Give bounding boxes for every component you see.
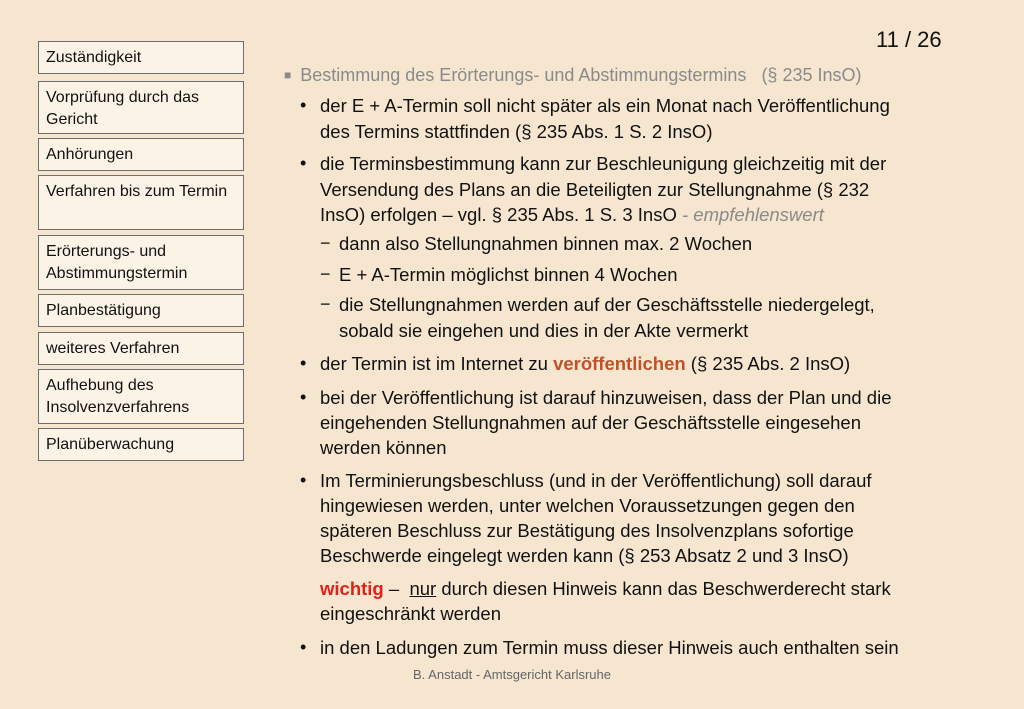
highlight-veroeffentlichen: veröffentlichen — [553, 353, 686, 374]
square-bullet-icon: ■ — [284, 68, 292, 82]
nav-item-zustaendigkeit[interactable]: Zuständigkeit — [38, 41, 244, 74]
dash-icon: − — [320, 233, 331, 253]
slide-heading — [284, 65, 1004, 86]
text-line: späteren Beschluss zur Bestätigung des Insolvenzplans sofortige — [320, 520, 854, 541]
text-segment: der Termin ist im Internet zu — [320, 353, 554, 374]
text-line: werden können — [320, 437, 447, 458]
page-number: 11 / 26 — [876, 27, 942, 52]
text-line: eingeschränkt werden — [320, 603, 501, 624]
bullet-icon: • — [300, 153, 307, 173]
nav-item-weiteres-verfahren[interactable]: weiteres Verfahren — [38, 332, 244, 365]
bullet-icon: • — [300, 387, 307, 407]
text-segment: InsO) erfolgen – vgl. § 235 Abs. 1 S. 3 InsO — [320, 204, 677, 225]
text-segment: – — [383, 578, 410, 599]
text-line: Beschwerde eingelegt werden kann (§ 253 Absatz 2 und 3 InsO) — [320, 545, 849, 566]
nav-item-planueberwachung[interactable]: Planüberwachung — [38, 428, 244, 461]
text-line: bei der Veröffentlichung ist darauf hinzuweisen, dass der Plan und die — [320, 387, 892, 408]
note-empfehlenswert: - empfehlenswert — [676, 204, 824, 225]
text-segment: durch diesen Hinweis kann das Beschwerderecht stark — [436, 578, 891, 599]
dash-icon: − — [320, 264, 331, 284]
text-line: dann also Stellungnahmen binnen max. 2 Wochen — [339, 233, 753, 254]
heading-text: Bestimmung des Erörterungs- und Abstimmungstermins (§ 235 InsO) — [300, 65, 862, 85]
text-line — [320, 353, 850, 375]
nav-item-anhoerungen[interactable]: Anhörungen — [38, 138, 244, 171]
text-line — [320, 578, 891, 600]
dash-icon: − — [320, 294, 331, 314]
text-line: in den Ladungen zum Termin muss dieser Hinweis auch enthalten sein — [320, 637, 899, 658]
nav-item-planbestaetigung[interactable]: Planbestätigung — [38, 294, 244, 327]
text-line: des Termins stattfinden (§ 235 Abs. 1 S. 2 InsO) — [320, 121, 713, 142]
nav-item-aufhebung[interactable]: Aufhebung des Insolvenzverfahrens — [38, 369, 244, 424]
text-line: E + A-Termin möglichst binnen 4 Wochen — [339, 264, 678, 285]
highlight-wichtig: wichtig — [320, 578, 384, 599]
bullet-icon: • — [300, 353, 307, 373]
text-line: die Terminsbestimmung kann zur Beschleunigung gleichzeitig mit der — [320, 153, 887, 174]
text-line: die Stellungnahmen werden auf der Geschäftsstelle niedergelegt, — [339, 294, 875, 315]
bullet-icon: • — [300, 95, 307, 115]
text-line: Im Terminierungsbeschluss (und in der Veröffentlichung) soll darauf — [320, 470, 872, 491]
underline-nur: nur — [409, 578, 437, 599]
text-line: hingewiesen werden, unter welchen Voraussetzungen gegen den — [320, 495, 855, 516]
footer: B. Anstadt - Amtsgericht Karlsruhe — [413, 667, 611, 682]
text-line: der E + A-Termin soll nicht später als ein Monat nach Veröffentlichung — [320, 95, 890, 116]
nav-item-vorpruefung[interactable]: Vorprüfung durch das Gericht — [38, 81, 244, 134]
nav-item-verfahren-bis-termin[interactable]: Verfahren bis zum Termin — [38, 175, 244, 230]
bullet-icon: • — [300, 637, 307, 657]
text-line — [320, 204, 824, 226]
text-line: eingehenden Stellungnahmen auf der Geschäftsstelle eingesehen — [320, 412, 862, 433]
text-line: sobald sie eingehen und dies in der Akte vermerkt — [339, 320, 749, 341]
nav-item-eroerterungstermin[interactable]: Erörterungs- und Abstimmungstermin — [38, 235, 244, 290]
bullet-icon: • — [300, 470, 307, 490]
text-segment: (§ 235 Abs. 2 InsO) — [685, 353, 851, 374]
text-line: Versendung des Plans an die Beteiligten zur Stellungnahme (§ 232 — [320, 179, 870, 200]
